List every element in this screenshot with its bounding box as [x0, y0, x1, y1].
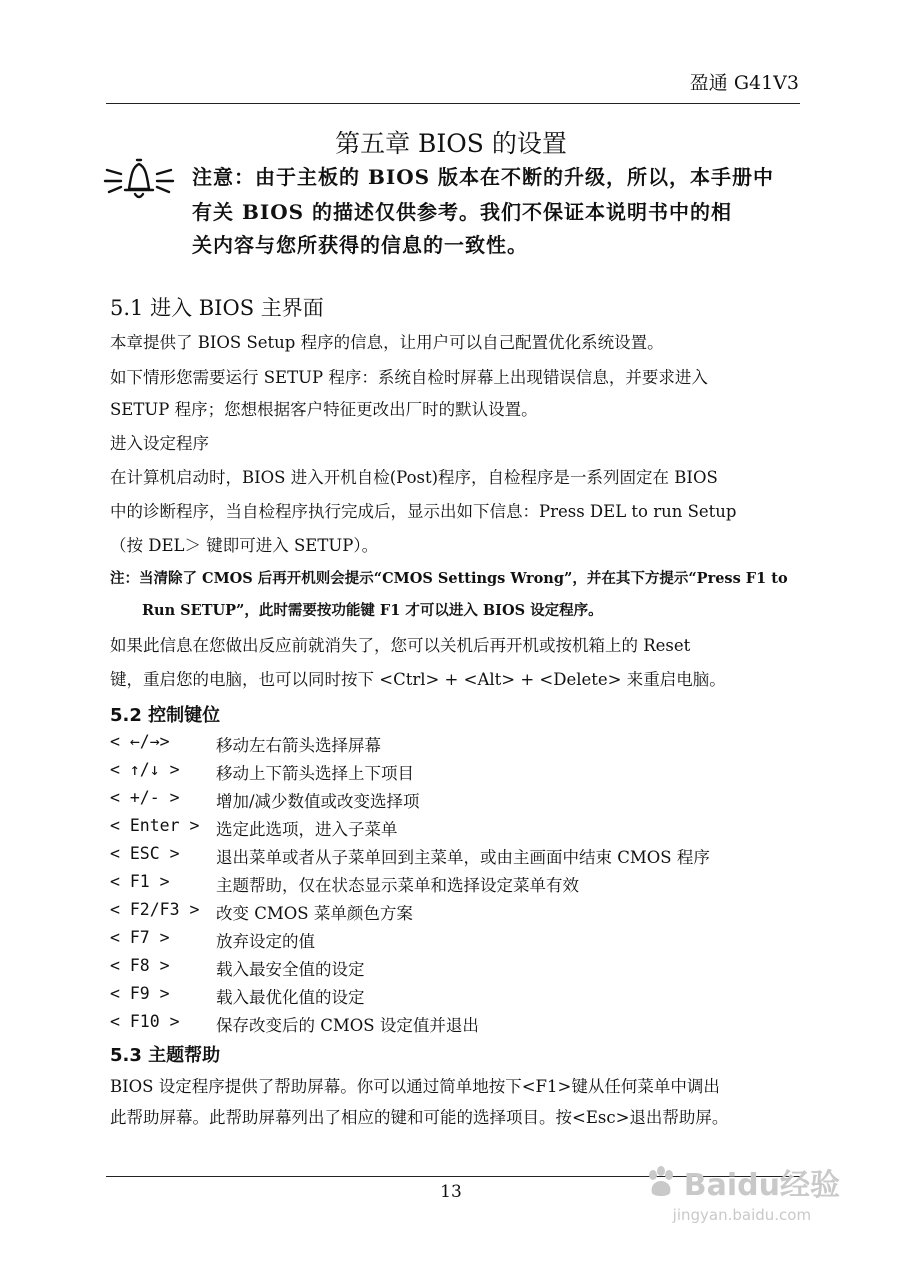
control-key-description: 主题帮助，仅在状态显示菜单和选择设定菜单有效	[216, 876, 579, 895]
paragraph-line: 如果此信息在您做出反应前就消失了，您可以关机后再开机或按机箱上的 Reset	[110, 636, 691, 655]
control-key-description: 载入最优化值的设定	[216, 988, 365, 1007]
control-key: < F8 >	[110, 956, 170, 975]
control-key-description: 改变 CMOS 菜单颜色方案	[216, 904, 413, 923]
section-5-3-heading: 5.3 主题帮助	[110, 1045, 221, 1066]
paw-icon	[644, 1165, 678, 1199]
paragraph-line: SETUP 程序；您想根据客户特征更改出厂时的默认设置。	[110, 400, 538, 419]
watermark	[644, 1160, 840, 1224]
section-5-2-heading: 5.2 控制键位	[110, 705, 221, 726]
paragraph-line: BIOS 设定程序提供了帮助屏幕。你可以通过简单地按下<F1>键从任何菜单中调出	[110, 1077, 720, 1096]
control-key: < Enter >	[110, 816, 200, 835]
control-key-description: 退出菜单或者从子菜单回到主菜单，或由主画面中结束 CMOS 程序	[216, 848, 710, 867]
paragraph-line: 此帮助屏幕。此帮助屏幕列出了相应的键和可能的选择项目。按<Esc>退出帮助屏。	[110, 1108, 729, 1127]
paragraph-line: 如下情形您需要运行 SETUP 程序：系统自检时屏幕上出现错误信息，并要求进入	[110, 368, 708, 387]
paragraph-line: 键，重启您的电脑，也可以同时按下 <Ctrl> + <Alt> + <Delete> 来重启电脑。	[110, 670, 726, 689]
control-key-description: 保存改变后的 CMOS 设定值并退出	[216, 1016, 479, 1035]
paragraph-line: 在计算机启动时，BIOS 进入开机自检(Post)程序，自检程序是一系列固定在 BIOS	[110, 468, 718, 487]
header-rule	[106, 103, 800, 104]
chapter-title: 第五章 BIOS 的设置	[335, 129, 567, 158]
paragraph-line: （按 DEL＞ 键即可进入 SETUP）。	[110, 536, 379, 555]
section-5-1-heading: 5.1 进入 BIOS 主界面	[110, 296, 324, 320]
control-key: < F1 >	[110, 872, 170, 891]
control-key-description: 移动上下箭头选择上下项目	[216, 764, 414, 783]
alarm-bell-icon	[101, 155, 177, 201]
note-line-2: Run SETUP”，此时需要按功能键 F1 才可以进入 BIOS 设定程序。	[142, 602, 603, 619]
watermark-url: jingyan.baidu.com	[672, 1206, 812, 1224]
control-key: < F7 >	[110, 928, 170, 947]
control-key: < ←/→>	[110, 732, 170, 751]
watermark-brand: Baidu经验	[683, 1168, 840, 1203]
control-key-description: 增加/减少数值或改变选择项	[216, 792, 420, 811]
notice-line-3: 关内容与您所获得的信息的一致性。	[192, 233, 528, 257]
control-key: < +/- >	[110, 788, 180, 807]
note-line-1: 注：当清除了 CMOS 后再开机则会提示“CMOS Settings Wrong”，并在其下方提示“Press F1 to	[110, 570, 788, 587]
control-key: < F9 >	[110, 984, 170, 1003]
paragraph-line: 本章提供了 BIOS Setup 程序的信息，让用户可以自己配置优化系统设置。	[110, 333, 664, 352]
paragraph-line: 进入设定程序	[110, 434, 209, 453]
notice-line-2: 有关 BIOS 的描述仅供参考。我们不保证本说明书中的相	[192, 200, 733, 224]
control-key: < F10 >	[110, 1012, 180, 1031]
control-key: < F2/F3 >	[110, 900, 200, 919]
control-key-description: 移动左右箭头选择屏幕	[216, 736, 381, 755]
page-number: 13	[440, 1182, 462, 1202]
control-key-description: 载入最安全值的设定	[216, 960, 365, 979]
control-key: < ESC >	[110, 844, 180, 863]
control-key-description: 选定此选项，进入子菜单	[216, 820, 398, 839]
header-product-name: 盈通 G41V3	[689, 72, 799, 94]
control-key: < ↑/↓ >	[110, 760, 180, 779]
paragraph-line: 中的诊断程序，当自检程序执行完成后，显示出如下信息：Press DEL to run Setup	[110, 502, 737, 521]
control-key-description: 放弃设定的值	[216, 932, 315, 951]
notice-line-1: 注意：由于主板的 BIOS 版本在不断的升级，所以，本手册中	[192, 165, 775, 189]
